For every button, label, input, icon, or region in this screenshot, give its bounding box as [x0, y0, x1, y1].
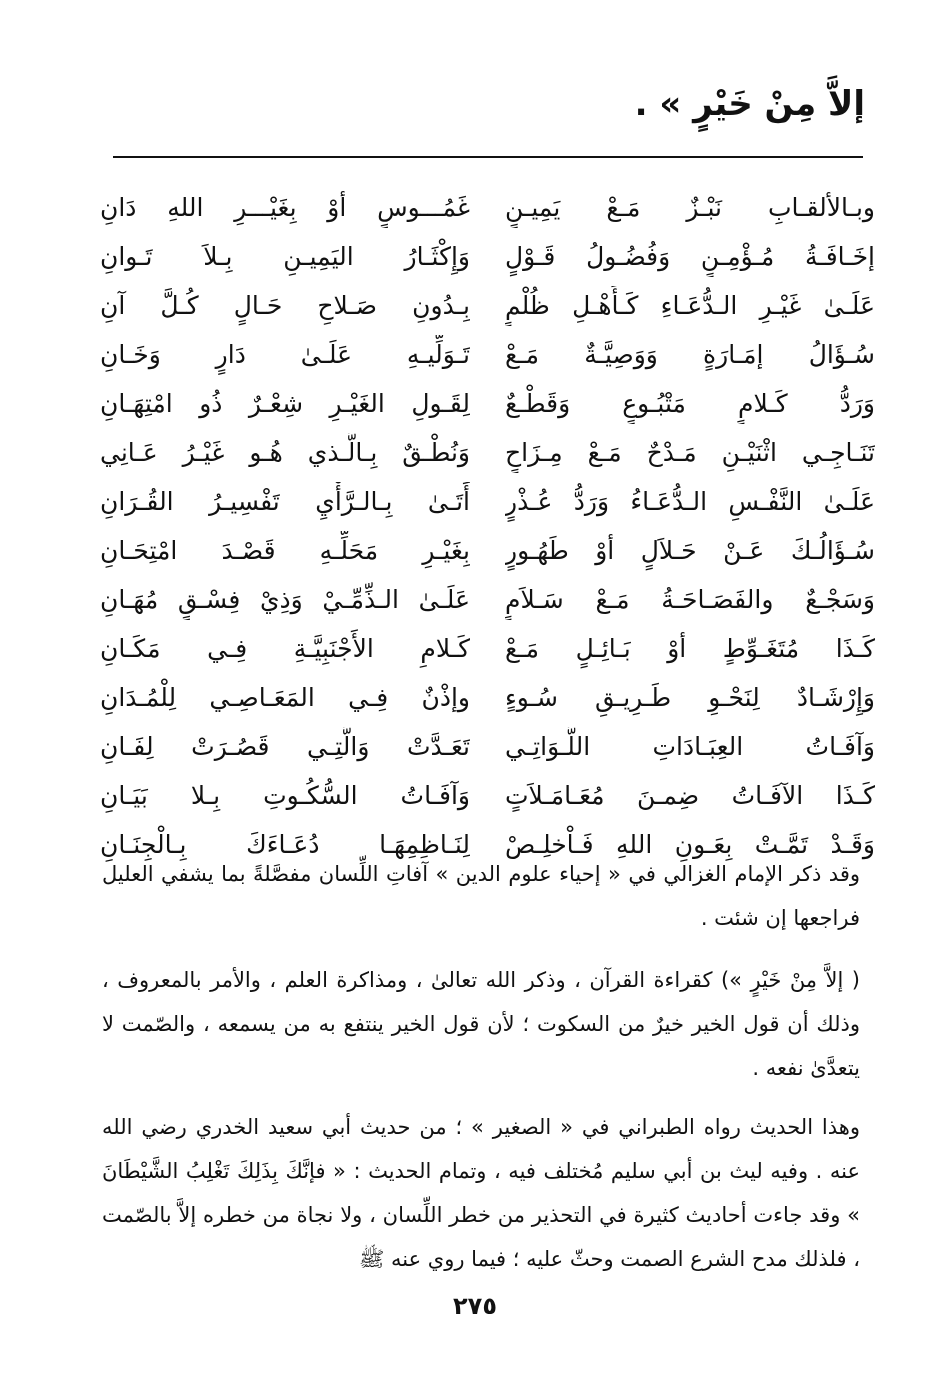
- verse-first-hemistich: إخَـافَـةُ مُـؤْمِـنٍ وَفُضُـولُ قَـوْلٍ: [505, 242, 875, 271]
- verse-first-hemistich: كَـذَا الآفَـاتُ ضِمـنَ مُعَـامَـلاَتٍ: [505, 781, 875, 810]
- verse-first-hemistich: سُـؤَالُ إمَـارَةٍ وَوَصِيَّـةٌ مَـعْ: [505, 340, 875, 369]
- verse-second-hemistich: لِقَـولِ الغَيْـرِ شِعْـرٌ ذُو امْتِهَـانِ: [100, 389, 470, 418]
- verse-first-hemistich: وَآفَـاتُ العِبَـادَاتِ اللَّـوَاتِـي: [505, 732, 875, 761]
- verse-first-hemistich: كَـذَا مُتَغَـوِّطٍ أوْ بَـائِـلٍ مَـعْ: [505, 634, 875, 663]
- verse-row: [100, 188, 875, 237]
- verse-first-hemistich: وَرَدُّ كَـلامٍ مَتْبُـوعٍ وَقَطْـعٌ: [505, 389, 875, 418]
- verse-second-hemistich: وَإِكْثَـارُ اليَمِيـنِ بِـلاَ تَـوانِ: [100, 242, 470, 271]
- verse-row: [100, 727, 875, 776]
- verse-second-hemistich: وإذْنٌ فِـي المَعَـاصِـي لِلْمُـدَانِ: [100, 683, 470, 712]
- verse-row: [100, 482, 875, 531]
- verse-first-hemistich: وَقَـدْ تَمَّـتْ بِعَـونِ اللهِ فَـاْخلِـصْ: [505, 830, 875, 859]
- verse-row: [100, 580, 875, 629]
- verse-first-hemistich: وَسَجْـعٌ والفَصَـاحَـةُ مَـعْ سَـلاَمٍ: [505, 585, 875, 614]
- paragraph-text: ( إلاَّ مِنْ خَيْرٍ ») كقراءة القرآن ، وذكر الله تعالىٰ ، ومذاكرة العلم ، والأمر بالمعروف ، وذلك أن قول الخير خيرٌ من السكوت ؛ لأن قول الخير ينتفع به من يسمعه ، والصّمت لا يتعدَّىٰ نفعه .: [102, 968, 860, 1080]
- verse-second-hemistich: بِـدُونِ صَـلاحِ حَـالٍ كُـلَّ آنِ: [100, 291, 470, 320]
- verse-row: [100, 237, 875, 286]
- verse-row: [100, 776, 875, 825]
- commentary-paragraph: [102, 1105, 860, 1281]
- verse-second-hemistich: وَآفَـاتُ السُّكُـوتِ بِـلا بَيَـانِ: [100, 781, 470, 810]
- verse-second-hemistich: تَـوَلِّيـهِ عَلَـىٰ دَارٍ وَخَـانِ: [100, 340, 470, 369]
- paragraph-text: وقد ذكر الإمام الغزالي في « إحياء علوم الدين » آفاتِ اللِّسان مفصَّلةً بما يشفي العليل فراجعها إن شئت .: [102, 862, 860, 930]
- page-number: ٢٧٥: [453, 1292, 497, 1320]
- poem-verses: [100, 188, 875, 874]
- verse-row: [100, 384, 875, 433]
- verse-row: [100, 335, 875, 384]
- verse-second-hemistich: تَعَـدَّتْ وَالَّتِـي قَصُـرَتْ لِفَـانِ: [100, 732, 470, 761]
- paragraph-text: وهذا الحديث رواه الطبراني في « الصغير » ؛ من حديث أبي سعيد الخدري رضي الله عنه . وفيه ليث بن أبي سليم مُختلف فيه ، وتمام الحديث : « فإنَّكَ بِذَلِكَ تَغْلِبُ الشَّيْطَانَ » وقد جاءت أحاديث كثيرة في التحذير من خطر اللِّسان ، ولا نجاة من خطره إلاَّ بالصّمت ، فلذلك مدح الشرع الصمت وحثّ عليه ؛ فيما روي عنه ﷺ: [102, 1115, 860, 1271]
- verse-first-hemistich: سُـؤَالُـكَ عَـنْ حَـلاَلٍ أوْ طَهُـورٍ: [505, 536, 875, 565]
- verse-first-hemistich: عَلَـىٰ غَيْـرِ الـدُّعَـاءِ كَـأَهْـلِ ظُلْمٍ: [505, 291, 875, 320]
- verse-row: [100, 531, 875, 580]
- commentary-paragraph: [102, 852, 860, 940]
- verse-row: [100, 678, 875, 727]
- verse-second-hemistich: لِنَـاظِمِهَـا دُعَـاءَكَ بِـالْجِنَـانِ: [100, 830, 470, 859]
- verse-second-hemistich: أَتَـىٰ بِـالـرَّأْيِ تَفْسِيـرُ القُـرَانِ: [100, 487, 470, 516]
- verse-second-hemistich: كَـلامِ الأَجْنَبِيَّـةِ فِـي مَكَـانِ: [100, 634, 470, 663]
- continued-quote-line: إلاَّ مِنْ خَيْرٍ » .: [634, 84, 865, 124]
- verse-second-hemistich: وَنُطْـقٌ بِـالَّـذي هُـو غَيْـرُ عَـانِي: [100, 438, 470, 467]
- verse-first-hemistich: وَإِرْشَـادٌ لِنَحْـوِ طَـرِيـقِ سُـوءٍ: [505, 683, 875, 712]
- verse-row: [100, 286, 875, 335]
- verse-second-hemistich: غَمُـــوسٍ أوْ بِغَيْـــرِ اللهِ دَانِ: [100, 193, 470, 222]
- verse-second-hemistich: عَلَـىٰ الـذِّمِّـيْ وَذِيْ فِسْـقٍ مُهَـانِ: [100, 585, 470, 614]
- verse-row: [100, 433, 875, 482]
- verse-first-hemistich: وبـالألقـابِ نَبْـزٌ مَـعْ يَمِيـنٍ: [505, 193, 875, 222]
- verse-row: [100, 629, 875, 678]
- footnote-divider: [113, 156, 863, 158]
- verse-second-hemistich: بِغَيْـرِ مَحَلِّـهِ قَصْـدَ امْتِحَـانِ: [100, 536, 470, 565]
- commentary-paragraph: [102, 958, 860, 1090]
- verse-first-hemistich: عَلَـىٰ النَّفْـسِ الـدُّعَـاءُ وَرَدُّ عُـذْرٍ: [505, 487, 875, 516]
- verse-first-hemistich: تَنَـاجِـي اثْنَيْـنِ مَـدْحٌ مَـعْ مِـزَاحٍ: [505, 438, 875, 467]
